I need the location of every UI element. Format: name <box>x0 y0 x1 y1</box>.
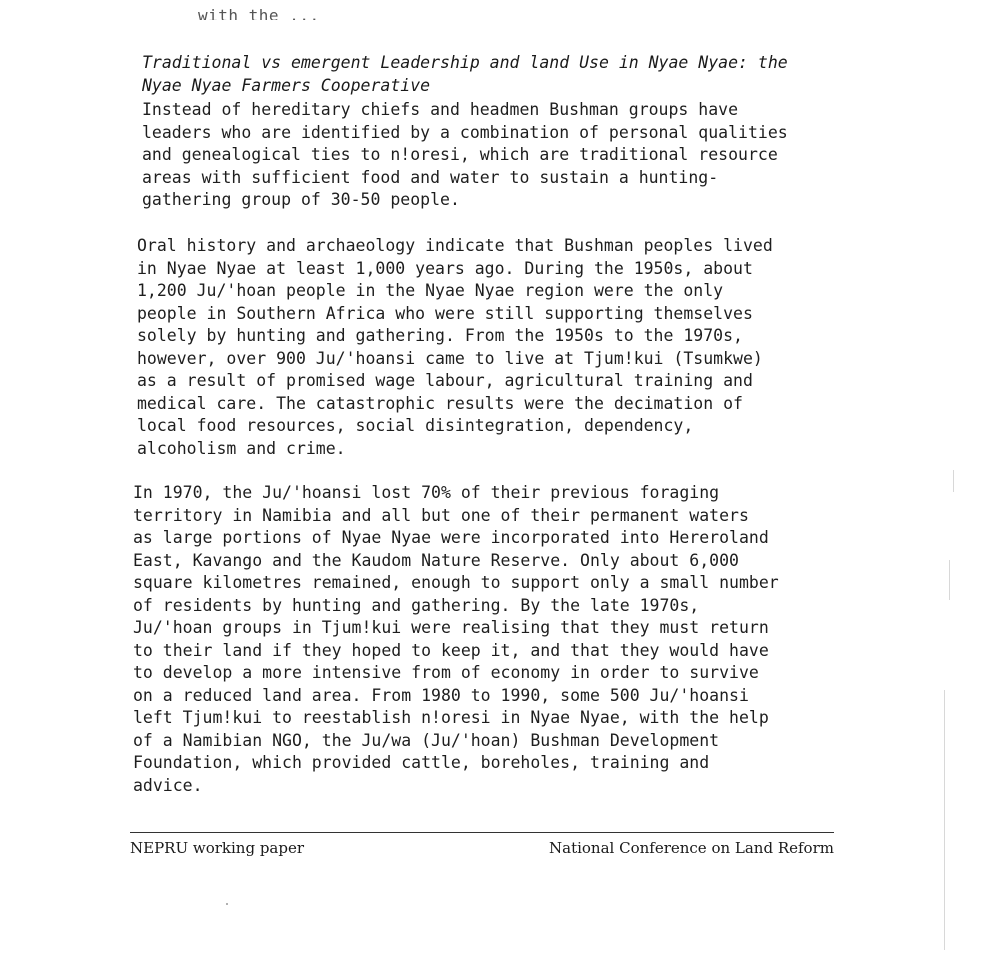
paragraph-history <box>137 235 857 460</box>
text-line: people in Southern Africa who were still supporting themselves <box>137 303 753 323</box>
text-line: however, over 900 Ju/'hoansi came to live at Tjum!kui (Tsumkwe) <box>137 348 763 368</box>
paragraph-territory <box>133 482 853 797</box>
text-line: 1,200 Ju/'hoan people in the Nyae Nyae region were the only <box>137 281 724 300</box>
scan-edge-mark <box>944 690 945 950</box>
section-heading <box>142 52 862 97</box>
text-line: as large portions of Nyae Nyae were incorporated into Hereroland <box>133 528 769 547</box>
heading-line: Traditional vs emergent Leadership and land Use in Nyae Nyae: the <box>142 53 788 72</box>
footer-left-text: NEPRU working paper <box>130 839 305 857</box>
text-line: Ju/'hoan groups in Tjum!kui were realising that they must return <box>133 618 769 637</box>
text-line: medical care. The catastrophic results were the decimation of <box>137 393 743 413</box>
text-line: territory in Namibia and all but one of their permanent waters <box>133 505 749 525</box>
text-line: left Tjum!kui to reestablish n!oresi in Nyae Nyae, with the help <box>133 708 769 727</box>
scan-edge-mark <box>953 470 954 492</box>
heading-line: Nyae Nyae Farmers Cooperative <box>142 75 431 95</box>
top-fragment-text: with the ... <box>198 6 320 20</box>
text-line: local food resources, social disintegration, dependency, <box>137 416 694 435</box>
text-line: Oral history and archaeology indicate that Bushman peoples lived <box>137 236 773 255</box>
text-line: square kilometres remained, enough to support only a small number <box>133 573 779 592</box>
text-line: and genealogical ties to n!oresi, which are traditional resource <box>142 145 778 164</box>
text-line: on a reduced land area. From 1980 to 1990, some 500 Ju/'hoansi <box>133 685 749 705</box>
text-line: gathering group of 30-50 people. <box>142 190 460 209</box>
text-line: of residents by hunting and gathering. By the late 1970s, <box>133 595 700 615</box>
text-line: in Nyae Nyae at least 1,000 years ago. During the 1950s, about <box>137 258 753 278</box>
text-line: leaders who are identified by a combination of personal qualities <box>142 122 788 142</box>
text-line: alcoholism and crime. <box>137 438 346 458</box>
text-line: of a Namibian NGO, the Ju/wa (Ju/'hoan) Bushman Development <box>133 730 720 750</box>
footer-right-text: National Conference on Land Reform <box>549 839 834 857</box>
text-line: solely by hunting and gathering. From the 1950s to the 1970s, <box>137 326 743 345</box>
text-line: as a result of promised wage labour, agricultural training and <box>137 371 753 390</box>
text-line: to their land if they hoped to keep it, and that they would have <box>133 640 769 660</box>
text-line: Foundation, which provided cattle, boreholes, training and <box>133 753 710 772</box>
text-line: In 1970, the Ju/'hoansi lost 70% of their previous foraging <box>133 483 720 502</box>
footer-divider <box>130 832 834 833</box>
text-line: advice. <box>133 775 203 795</box>
paragraph-leadership <box>142 99 862 212</box>
scan-edge-mark <box>949 560 950 600</box>
text-line: to develop a more intensive from of economy in order to survive <box>133 663 759 682</box>
scan-speck <box>226 903 228 905</box>
text-line: areas with sufficient food and water to sustain a hunting- <box>142 167 719 187</box>
text-line: East, Kavango and the Kaudom Nature Reserve. Only about 6,000 <box>133 550 739 570</box>
text-line: Instead of hereditary chiefs and headmen Bushman groups have <box>142 100 739 119</box>
